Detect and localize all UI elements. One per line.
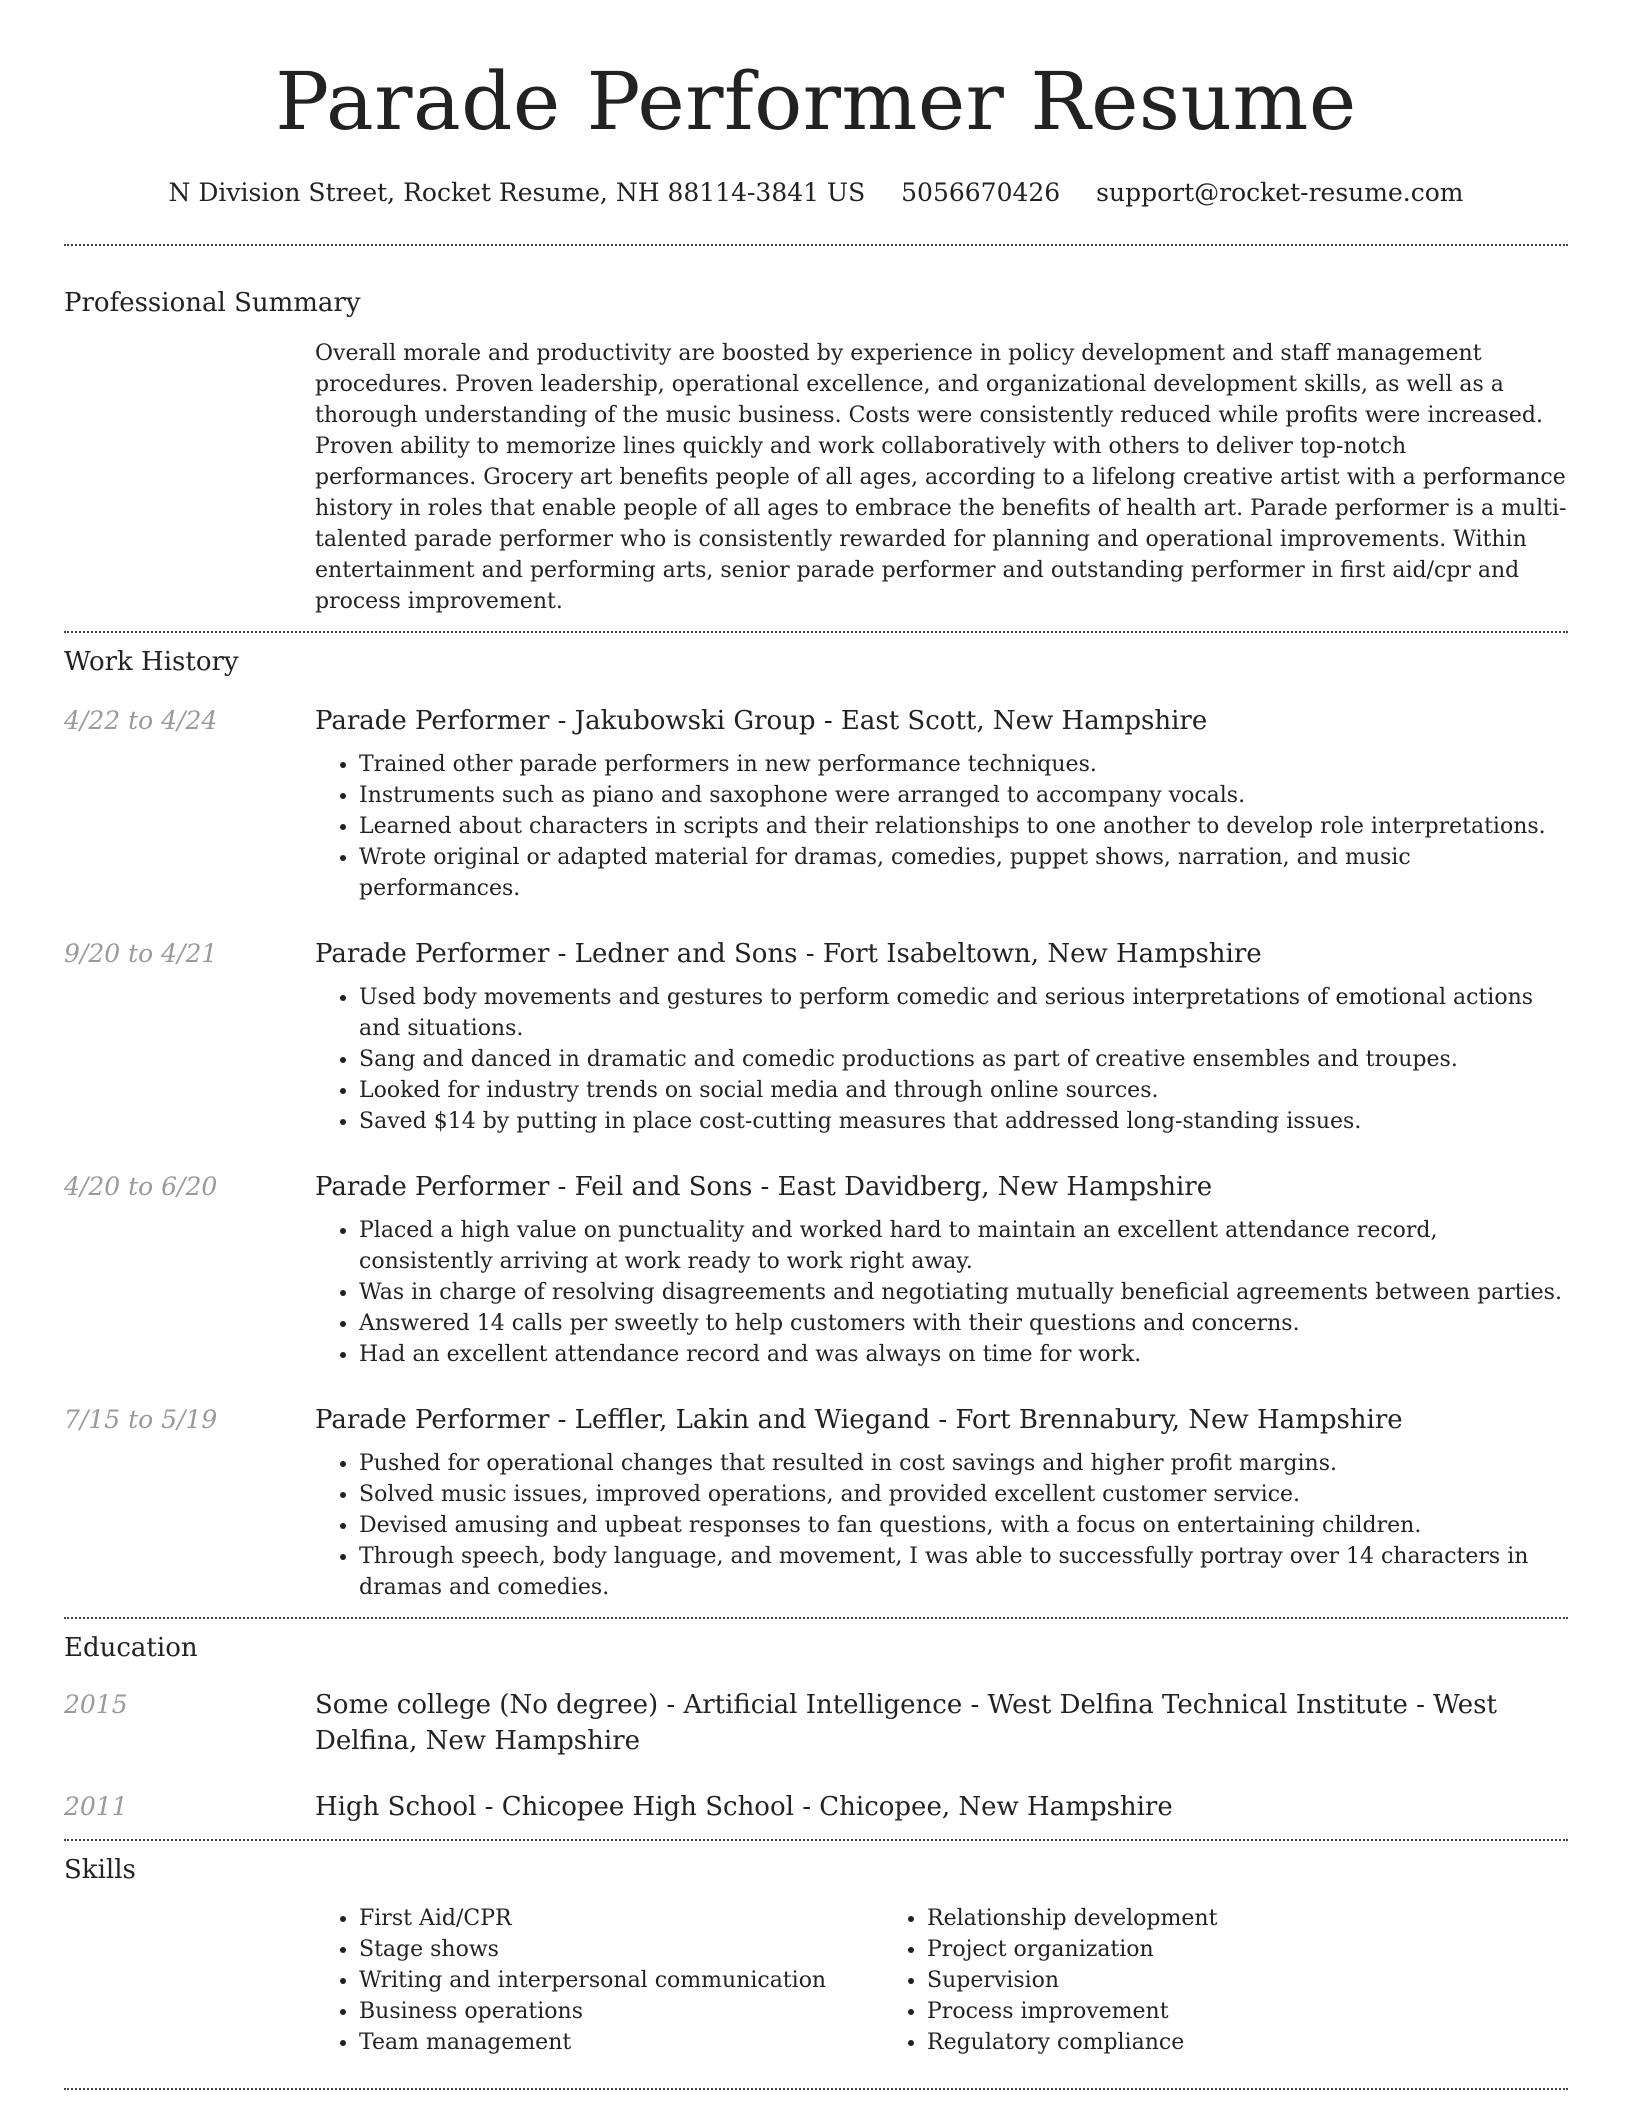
work-section-title: Work History xyxy=(64,647,239,677)
job-entry xyxy=(64,936,1568,1137)
job-entry xyxy=(64,703,1568,904)
contact-phone: 5056670426 xyxy=(901,178,1061,207)
job-heading: Parade Performer - Leffler, Lakin and Wiegand - Fort Brennabury, New Hampshire xyxy=(315,1405,1403,1435)
education-heading: Some college (No degree) - Artificial Intelligence - West Delfina Technical Institute - West Delfina, New Hampshire xyxy=(315,1690,1497,1756)
summary-section-title: Professional Summary xyxy=(64,288,361,318)
education-section-title: Education xyxy=(64,1633,198,1663)
skill-item: • Team management xyxy=(359,2027,929,2058)
job-dates: 9/20 to 4/21 xyxy=(64,939,218,968)
contact-email: support@rocket-resume.com xyxy=(1096,178,1464,207)
job-bullet: • Trained other parade performers in new performance techniques. xyxy=(359,749,1568,780)
education-entry xyxy=(64,1789,1568,1825)
job-bullet: • Learned about characters in scripts and their relationships to one another to develop role interpretations. xyxy=(359,811,1568,842)
summary-text: Overall morale and productivity are boosted by experience in policy development and staff management procedures. Proven leadership, operational excellence, and organizational development skills, as well as a thorough understanding of the music business. Costs were consistently reduced while profits were increased. Proven ability to memorize lines quickly and work collaboratively with others to deliver top-notch performances. Grocery art benefits people of all ages, according to a lifelong creative artist with a performance history in roles that enable people of all ages to embrace the benefits of health art. Parade performer is a multi-talented parade performer who is consistently rewarded for planning and operational improvements. Within entertainment and performing arts, senior parade performer and outstanding performer in first aid/cpr and process improvement. xyxy=(315,341,1567,614)
job-dates: 7/15 to 5/19 xyxy=(64,1405,218,1434)
job-bullets xyxy=(315,982,1568,1137)
skill-item: • Regulatory compliance xyxy=(927,2027,1217,2058)
divider xyxy=(64,1839,1568,1841)
education-year: 2015 xyxy=(64,1690,128,1719)
job-bullet: • Through speech, body language, and movement, I was able to successfully portray over 14 characters in dramas and comedies. xyxy=(359,1541,1568,1603)
job-entry xyxy=(64,1402,1568,1603)
job-heading: Parade Performer - Ledner and Sons - Fort Isabeltown, New Hampshire xyxy=(315,939,1262,969)
job-bullet: • Solved music issues, improved operations, and provided excellent customer service. xyxy=(359,1479,1568,1510)
education-year: 2011 xyxy=(64,1792,128,1821)
job-heading: Parade Performer - Jakubowski Group - East Scott, New Hampshire xyxy=(315,706,1208,736)
work-history-list xyxy=(64,703,1568,1617)
skill-item: • Business operations xyxy=(359,1996,929,2027)
resume-title: Parade Performer Resume xyxy=(275,55,1357,148)
job-bullet: • Wrote original or adapted material for dramas, comedies, puppet shows, narration, and music performances. xyxy=(359,842,1568,904)
divider xyxy=(64,1617,1568,1619)
skills-section-title: Skills xyxy=(64,1855,136,1885)
job-dates: 4/20 to 6/20 xyxy=(64,1172,218,1201)
skill-item: • Relationship development xyxy=(927,1903,1217,1934)
divider xyxy=(64,244,1568,246)
education-entry xyxy=(64,1687,1568,1759)
skill-item: • Process improvement xyxy=(927,1996,1217,2027)
job-bullets xyxy=(315,1215,1568,1370)
contact-address: N Division Street, Rocket Resume, NH 88114-3841 US xyxy=(168,178,866,207)
education-heading: High School - Chicopee High School - Chicopee, New Hampshire xyxy=(315,1792,1173,1822)
job-bullet: • Answered 14 calls per sweetly to help customers with their questions and concerns. xyxy=(359,1308,1568,1339)
contact-line xyxy=(64,176,1568,210)
job-bullets xyxy=(315,749,1568,904)
divider xyxy=(64,631,1568,633)
skills-list xyxy=(315,1903,1568,2070)
skills-column-right xyxy=(883,1903,1217,2058)
job-bullet: • Placed a high value on punctuality and worked hard to maintain an excellent attendance record, consistently arriving at work ready to work right away. xyxy=(359,1215,1568,1277)
job-bullet: • Pushed for operational changes that resulted in cost savings and higher profit margins. xyxy=(359,1448,1568,1479)
job-bullet: • Sang and danced in dramatic and comedic productions as part of creative ensembles and troupes. xyxy=(359,1044,1568,1075)
skill-item: • Supervision xyxy=(927,1965,1217,1996)
skill-item: • First Aid/CPR xyxy=(359,1903,929,1934)
job-bullet: • Saved $14 by putting in place cost-cutting measures that addressed long-standing issues. xyxy=(359,1106,1568,1137)
job-heading: Parade Performer - Feil and Sons - East Davidberg, New Hampshire xyxy=(315,1172,1213,1202)
job-bullet: • Looked for industry trends on social media and through online sources. xyxy=(359,1075,1568,1106)
job-bullet: • Used body movements and gestures to perform comedic and serious interpretations of emotional actions and situations. xyxy=(359,982,1568,1044)
skills-column-left xyxy=(315,1903,929,2058)
skill-item: • Writing and interpersonal communication xyxy=(359,1965,929,1996)
job-bullet: • Had an excellent attendance record and was always on time for work. xyxy=(359,1339,1568,1370)
job-entry xyxy=(64,1169,1568,1370)
education-list xyxy=(64,1687,1568,1839)
divider xyxy=(64,2088,1568,2090)
skill-item: • Stage shows xyxy=(359,1934,929,1965)
job-bullet: • Was in charge of resolving disagreements and negotiating mutually beneficial agreements between parties. xyxy=(359,1277,1568,1308)
job-bullet: • Devised amusing and upbeat responses to fan questions, with a focus on entertaining children. xyxy=(359,1510,1568,1541)
job-bullet: • Instruments such as piano and saxophone were arranged to accompany vocals. xyxy=(359,780,1568,811)
skill-item: • Project organization xyxy=(927,1934,1217,1965)
job-dates: 4/22 to 4/24 xyxy=(64,706,218,735)
job-bullets xyxy=(315,1448,1568,1603)
